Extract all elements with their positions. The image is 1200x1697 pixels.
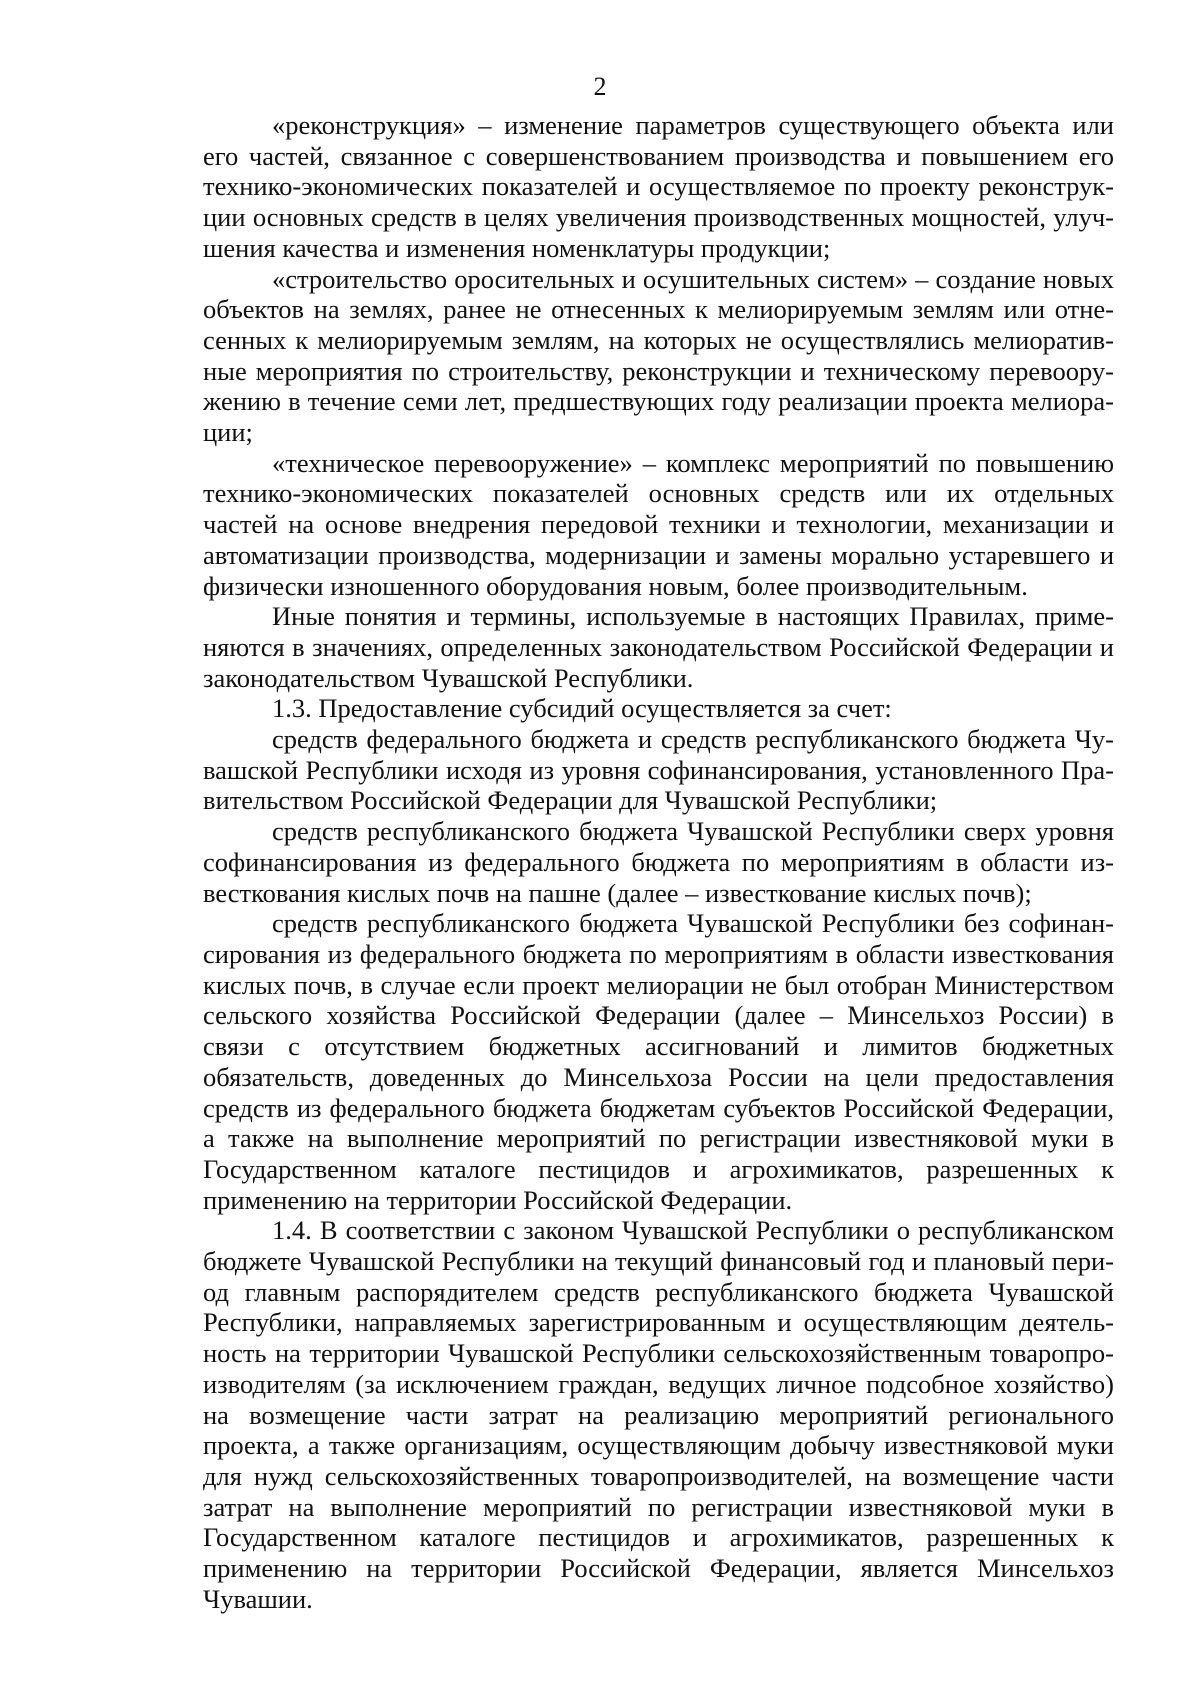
document-body (203, 110, 1114, 1614)
paragraph-republic-funds-without-cofinancing: средств республиканского бюджета Чувашской Республики без софинансирования из федерального бюджета по мероприятиям в области известкования кислых почв, в случае если проект мелиорации не был отобран Министерством сельского хозяйства Российской Федерации (далее – Минсельхоз России) в связи с отсутствием бюджетных ассигнований и лимитов бюджетных обязательств, доведенных до Минсельхоза России на цели предоставления средств из федерального бюджета бюджетам субъектов Российской Федерации, а также на выполнение мероприятий по регистрации известняковой муки в Государственном каталоге пестицидов и агрохимикатов, разрешенных к применению на территории Российской Федерации. (203, 908, 1114, 1215)
paragraph-reconstruction-definition: «реконструкция» – изменение параметров существующего объекта или его частей, связанное с совершенствованием производства и повышением его технико-экономических показателей и осуществляемое по проекту реконструкции основных средств в целях увеличения производственных мощностей, улучшения качества и изменения номенклатуры продукции; (203, 110, 1114, 263)
page-number: 2 (593, 72, 607, 101)
paragraph-other-terms: Иные понятия и термины, используемые в настоящих Правилах, применяются в значениях, определенных законодательством Российской Федерации и законодательством Чувашской Республики. (203, 601, 1114, 693)
paragraph-construction-definition: «строительство оросительных и осушительных систем» – создание новых объектов на землях, ранее не отнесенных к мелиорируемым землям или отнесенных к мелиорируемым землям, на которых не осуществлялись мелиоративные мероприятия по строительству, реконструкции и техническому перевооружению в течение семи лет, предшествующих году реализации проекта мелиорации; (203, 263, 1114, 448)
paragraph-reequipment-definition: «техническое перевооружение» – комплекс мероприятий по повышению технико-экономических показателей основных средств или их отдельных частей на основе внедрения передовой техники и технологии, механизации и автоматизации производства, модернизации и замены морально устаревшего и физически изношенного оборудования новым, более производительным. (203, 447, 1114, 601)
paragraph-federal-funds: средств федерального бюджета и средств республиканского бюджета Чувашской Республики исходя из уровня софинансирования, установленного Правительством Российской Федерации для Чувашской Республики; (203, 724, 1114, 816)
paragraph-republic-funds-above-level: средств республиканского бюджета Чувашской Республики сверх уровня софинансирования из федерального бюджета по мероприятиям в области известкования кислых почв на пашне (далее – известкование кислых почв); (203, 816, 1114, 908)
paragraph-section-1-3: 1.3. Предоставление субсидий осуществляется за счет: (272, 693, 892, 724)
paragraph-section-1-4: 1.4. В соответствии с законом Чувашской Республики о республиканском бюджете Чувашской Республики на текущий финансовый год и плановый период главным распорядителем средств республиканского бюджета Чувашской Республики, направляемых зарегистрированным и осуществляющим деятельность на территории Чувашской Республики сельскохозяйственным товаропроизводителям (за исключением граждан, ведущих личное подсобное хозяйство) на возмещение части затрат на реализацию мероприятий регионального проекта, а также организациям, осуществляющим добычу известняковой муки для нужд сельскохозяйственных товаропроизводителей, на возмещение части затрат на выполнение мероприятий по регистрации известняковой муки в Государственном каталоге пестицидов и агрохимикатов, разрешенных к применению на территории Российской Федерации, является Минсельхоз Чувашии. (203, 1215, 1114, 1614)
